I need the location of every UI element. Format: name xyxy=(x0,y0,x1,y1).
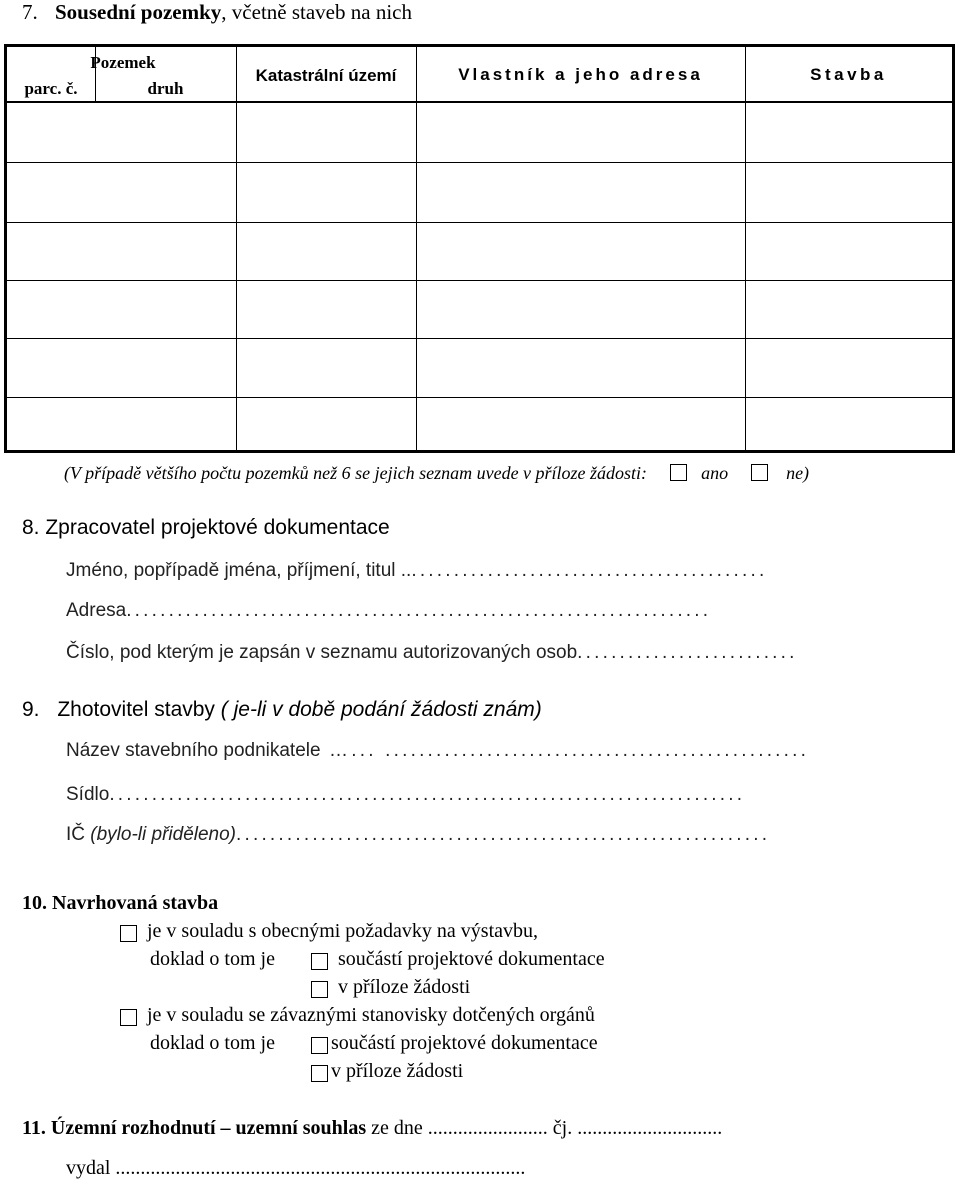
header-parc: parc. č. xyxy=(24,79,78,98)
section-9-subtitle: ( je-li v době podání žádosti znám) xyxy=(214,698,542,721)
row-line xyxy=(7,280,952,281)
contractor-seat-label: Sídlo xyxy=(66,784,110,805)
col-divider-pozemek xyxy=(236,47,237,450)
section-9-number: 9. xyxy=(22,698,40,721)
part-of-project-doc-text-2: součástí projektové dokumentace xyxy=(331,1032,598,1054)
row-line xyxy=(7,162,952,163)
header-druh: druh xyxy=(147,79,184,98)
checkbox-binding-opinions[interactable] xyxy=(120,1009,137,1026)
checkbox-part-of-project-doc-1[interactable] xyxy=(311,953,328,970)
designer-number-line xyxy=(66,642,798,664)
contractor-ic-label: IČ xyxy=(66,824,85,845)
designer-address-label: Adresa xyxy=(66,600,127,621)
checkbox-in-attachment-2[interactable] xyxy=(311,1065,328,1082)
section-11-heading xyxy=(22,1117,722,1140)
col-divider-katastr xyxy=(416,47,417,450)
in-attachment-text-2: v příloze žádosti xyxy=(331,1060,464,1082)
section-9-heading xyxy=(22,698,542,722)
contractor-ic-line xyxy=(66,824,770,846)
row-line xyxy=(7,338,952,339)
header-stavba: Stavba xyxy=(810,65,887,84)
row-line xyxy=(7,397,952,398)
binding-opinions-text: je v souladu se závaznými stanovisky dotčených orgánů xyxy=(147,1004,595,1026)
checkbox-ano-label: ano xyxy=(701,463,729,483)
designer-name-line xyxy=(66,560,767,582)
doc-proof-label-1: doklad o tom je xyxy=(150,948,275,970)
doc-proof-label-2: doklad o tom je xyxy=(150,1032,275,1054)
checkbox-part-of-project-doc-2[interactable] xyxy=(311,1037,328,1054)
contractor-ic-field[interactable]: ............................................................... xyxy=(236,824,771,845)
plots-note xyxy=(64,463,809,484)
checkbox-ne-label: ne) xyxy=(786,463,810,483)
designer-name-field[interactable]: .......................................... xyxy=(411,560,768,581)
designer-address-field[interactable]: ..................................................................... xyxy=(126,600,712,621)
section-7-title-rest: , včetně staveb na nich xyxy=(221,0,412,24)
section-9-title: Zhotovitel stavby xyxy=(57,698,215,721)
designer-number-label: Číslo, pod kterým je zapsán v seznamu autorizovaných osob xyxy=(66,642,578,663)
contractor-name-label: Název stavebního podnikatele xyxy=(66,740,321,761)
designer-address-line xyxy=(66,600,711,622)
contractor-seat-field[interactable]: ........................................................................... xyxy=(109,784,746,805)
section-8-heading: 8. Zpracovatel projektové dokumentace xyxy=(22,516,390,539)
contractor-seat-line xyxy=(66,784,745,806)
contractor-name-line xyxy=(66,740,809,762)
plots-note-text: (V případě většího počtu pozemků než 6 se jejich seznam uvede v příloze žádosti: xyxy=(64,463,648,483)
section-7-heading xyxy=(22,0,412,25)
section-11-title: 11. Územní rozhodnutí – uzemní souhlas xyxy=(22,1117,367,1139)
header-katastralni-uzemi: Katastrální území xyxy=(255,66,397,85)
checkbox-in-attachment-1[interactable] xyxy=(311,981,328,998)
designer-number-field[interactable]: .......................... xyxy=(577,642,798,663)
checkbox-general-requirements[interactable] xyxy=(120,925,137,942)
general-requirements-text: je v souladu s obecnými požadavky na výstavbu, xyxy=(147,920,539,942)
header-bottom-line xyxy=(7,101,952,103)
header-vlastnik: Vlastník a jeho adresa xyxy=(458,65,703,84)
neighbouring-plots-table xyxy=(4,44,955,453)
checkbox-ne[interactable] xyxy=(751,464,768,481)
in-attachment-text-1: v příloze žádosti xyxy=(338,976,471,998)
section-10-heading: 10. Navrhovaná stavba xyxy=(22,892,219,914)
section-7-number: 7. xyxy=(22,0,38,24)
col-divider-vlastnik xyxy=(745,47,746,450)
checkbox-ano[interactable] xyxy=(670,464,687,481)
section-7-title: Sousední pozemky xyxy=(55,0,222,24)
designer-name-label: Jméno, popřípadě jména, příjmení, titul .. xyxy=(66,560,412,581)
section-11-date-field[interactable]: ze dne ........................ čj. ............................. xyxy=(366,1117,723,1139)
row-line xyxy=(7,222,952,223)
part-of-project-doc-text-1: součástí projektové dokumentace xyxy=(338,948,605,970)
header-pozemek: Pozemek xyxy=(90,53,156,72)
section-11-issued-by[interactable]: vydal .................................................................................. xyxy=(66,1157,526,1179)
contractor-name-field[interactable]: …... .................................................. xyxy=(320,740,810,761)
contractor-ic-note: (bylo-li přiděleno) xyxy=(85,824,237,845)
